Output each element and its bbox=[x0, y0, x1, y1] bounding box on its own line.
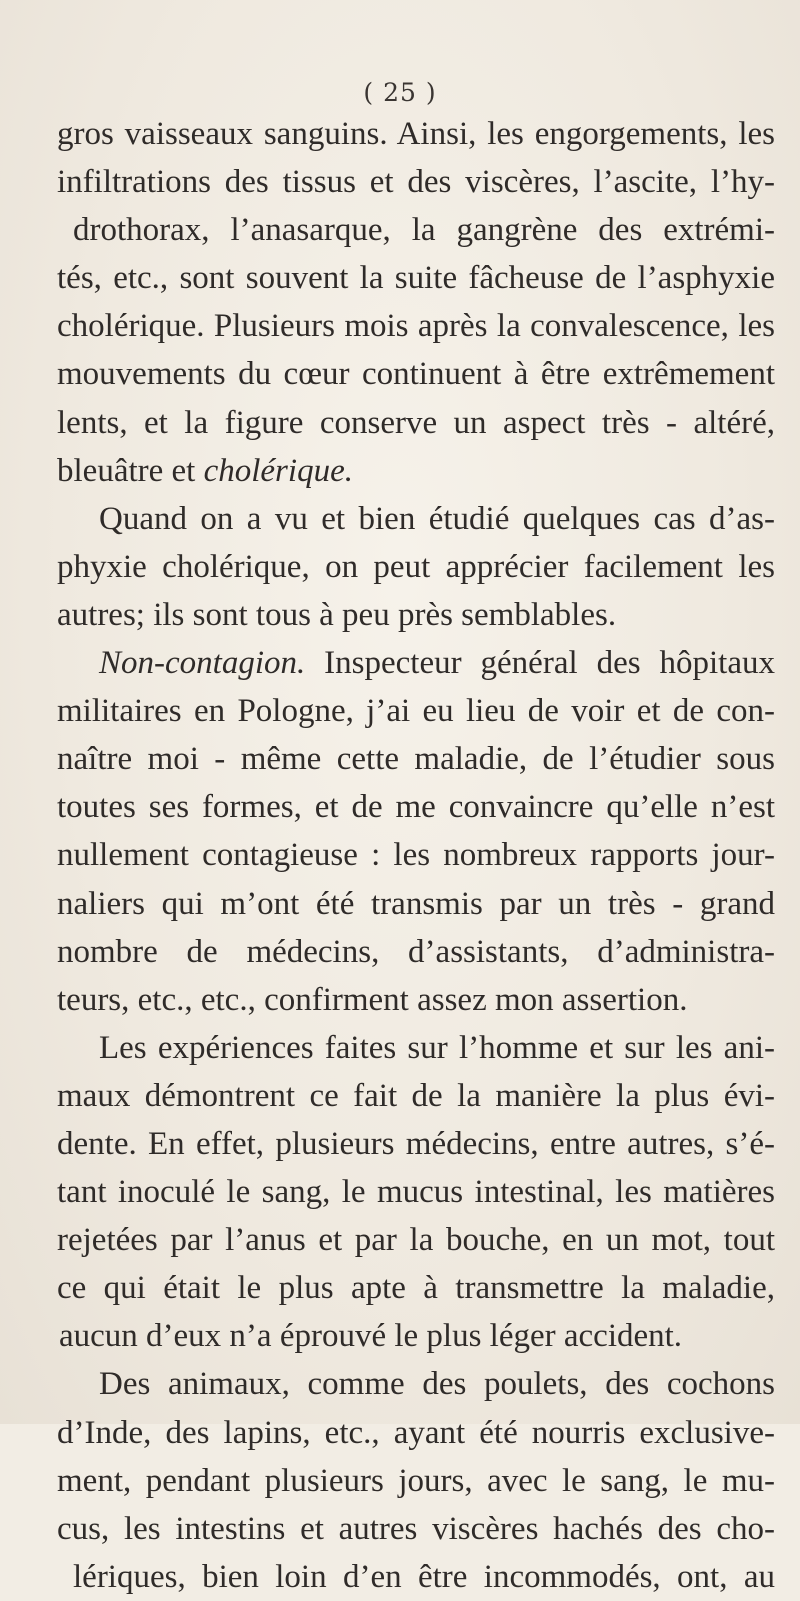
text-line: phyxie cholérique, on peut apprécier facilement les bbox=[57, 548, 775, 585]
text-line: cholérique. Plusieurs mois après la convalescence, les bbox=[57, 308, 775, 345]
text-line: drothorax, l’anasarque, la gangrène des extrémi- bbox=[73, 212, 775, 249]
text-line: naliers qui m’ont été transmis par un très - grand bbox=[57, 885, 775, 922]
text-line: cus, les intestins et autres viscères hachés des cho- bbox=[57, 1510, 775, 1547]
text-line: maux démontrent ce fait de la manière la plus évi- bbox=[57, 1077, 775, 1114]
paragraph-start-line: Les expériences faites sur l’homme et sur les ani- bbox=[99, 1029, 775, 1066]
text-line: teurs, etc., etc., confirment assez mon assertion. bbox=[57, 981, 688, 1018]
text-line: toutes ses formes, et de me convaincre qu’elle n’est bbox=[57, 789, 775, 826]
text-line: militaires en Pologne, j’ai eu lieu de voir et de con- bbox=[57, 693, 775, 730]
text-line: tant inoculé le sang, le mucus intestinal, les matières bbox=[57, 1174, 775, 1211]
text-line: autres; ils sont tous à peu près semblables. bbox=[57, 596, 617, 633]
text-line: infiltrations des tissus et des viscères, l’ascite, l’hy- bbox=[57, 164, 775, 201]
text-line: ce qui était le plus apte à transmettre la maladie, bbox=[57, 1270, 775, 1307]
text-line: tés, etc., sont souvent la suite fâcheuse de l’asphyxie bbox=[57, 260, 775, 297]
paragraph-start-line: Des animaux, comme des poulets, des cochons bbox=[99, 1366, 775, 1403]
text-line: rejetées par l’anus et par la bouche, en un mot, tout bbox=[57, 1222, 775, 1259]
text-line: aucun d’eux n’a éprouvé le plus léger accident. bbox=[59, 1318, 683, 1355]
text-fragment: Inspecteur général des hôpitaux bbox=[305, 645, 775, 682]
text-fragment: bleuâtre et bbox=[57, 452, 196, 489]
body-text bbox=[57, 110, 775, 1601]
page-number: ( 25 ) bbox=[363, 78, 437, 107]
text-line: naître moi - même cette maladie, de l’étudier sous bbox=[57, 741, 775, 778]
paragraph-start-line bbox=[57, 639, 775, 687]
text-line: ment, pendant plusieurs jours, avec le sang, le mu- bbox=[57, 1462, 775, 1499]
text-line: lents, et la figure conserve un aspect très - altéré, bbox=[57, 404, 775, 441]
italic-word: cholérique. bbox=[203, 452, 353, 489]
text-line: nullement contagieuse : les nombreux rapports jour- bbox=[57, 837, 775, 874]
text-line: dente. En effet, plusieurs médecins, entre autres, s’é- bbox=[57, 1125, 775, 1162]
text-line bbox=[57, 447, 775, 495]
text-line: gros vaisseaux sanguins. Ainsi, les engorgements, les bbox=[57, 116, 775, 152]
text-line: d’Inde, des lapins, etc., ayant été nourris exclusive- bbox=[57, 1414, 775, 1451]
text-line: nombre de médecins, d’assistants, d’administra- bbox=[57, 933, 775, 970]
paragraph-start-line: Quand on a vu et bien étudié quelques cas d’as- bbox=[99, 500, 775, 537]
text-line: mouvements du cœur continuent à être extrêmement bbox=[57, 356, 775, 393]
text-line: lériques, bien loin d’en être incommodés, ont, au bbox=[73, 1558, 775, 1595]
section-heading-italic: Non-contagion. bbox=[99, 645, 306, 682]
